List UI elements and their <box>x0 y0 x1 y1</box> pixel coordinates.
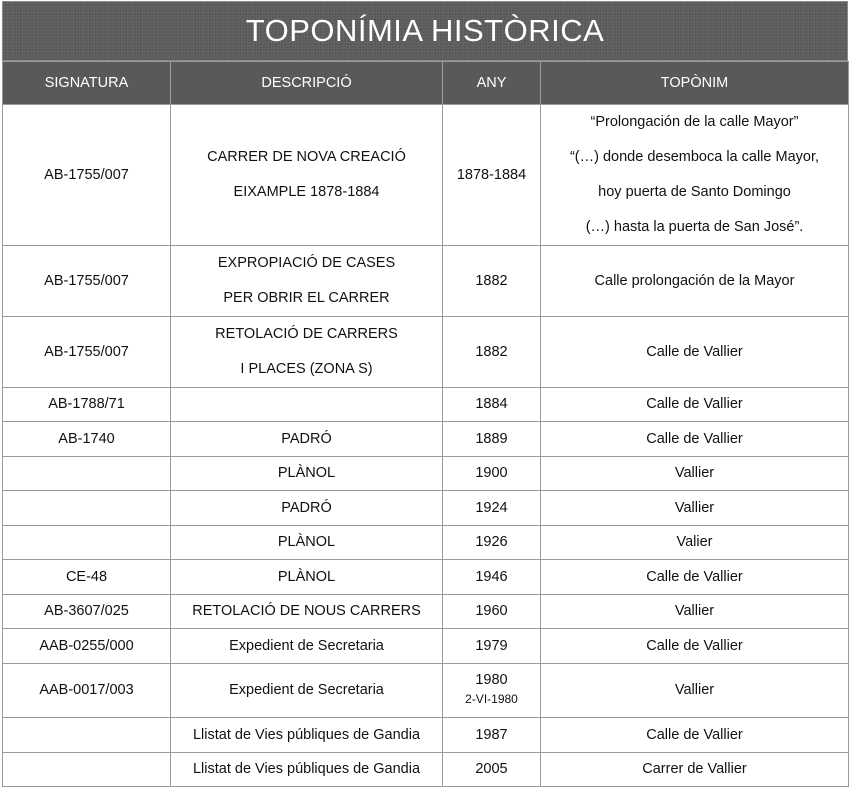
cell-line: PLÀNOL <box>277 534 336 550</box>
cell-signatura: AB-3607/025 <box>3 595 171 629</box>
cell-toponim <box>541 317 849 388</box>
cell-toponim <box>541 629 849 664</box>
cell-line: EXPROPIACIÓ DE CASES <box>217 255 396 271</box>
cell-line: Vallier <box>674 465 715 481</box>
cell-any-value: 1889 <box>475 430 508 447</box>
cell-descripcio <box>171 629 443 664</box>
cell-any-value: 1946 <box>475 568 508 585</box>
cell-toponim <box>541 560 849 595</box>
cell-descripcio <box>171 105 443 246</box>
toponymy-table <box>2 61 849 787</box>
cell-line: RETOLACIÓ DE CARRERS <box>215 326 398 342</box>
cell-line: Vallier <box>674 499 715 516</box>
table-row <box>3 595 849 629</box>
table-row <box>3 246 849 317</box>
cell-any <box>443 388 541 422</box>
cell-any <box>443 526 541 560</box>
cell-signatura: AAB-0255/000 <box>3 629 171 664</box>
cell-descripcio <box>171 526 443 560</box>
table-row <box>3 457 849 491</box>
cell-signatura <box>3 491 171 526</box>
cell-line: Valier <box>676 534 713 550</box>
cell-line: PLÀNOL <box>277 465 336 481</box>
cell-line: Calle de Vallier <box>646 396 743 412</box>
cell-line: PLÀNOL <box>277 568 336 585</box>
cell-signatura: AB-1755/007 <box>3 105 171 246</box>
cell-any <box>443 457 541 491</box>
cell-any <box>443 105 541 246</box>
table-row <box>3 526 849 560</box>
table-row <box>3 317 849 388</box>
cell-toponim <box>541 664 849 718</box>
cell-line: I PLACES (ZONA S) <box>240 361 373 377</box>
cell-line: “Prolongación de la calle Mayor” <box>590 114 799 130</box>
cell-signatura: AB-1755/007 <box>3 317 171 388</box>
cell-any-value: 1882 <box>475 272 508 289</box>
cell-any-value: 1987 <box>475 726 508 743</box>
cell-any-value: 2005 <box>475 761 508 777</box>
table-row <box>3 560 849 595</box>
cell-line: PADRÓ <box>281 499 332 516</box>
cell-signatura: AB-1788/71 <box>3 388 171 422</box>
cell-any-value: 1900 <box>475 465 508 481</box>
cell-signatura: AAB-0017/003 <box>3 664 171 718</box>
cell-line: CARRER DE NOVA CREACIÓ <box>207 149 406 165</box>
cell-line: Calle de Vallier <box>646 430 743 447</box>
cell-line: Llistat de Vies públiques de Gandia <box>192 726 421 743</box>
cell-toponim <box>541 526 849 560</box>
table-body <box>3 105 849 787</box>
toponymy-table-container <box>2 1 848 787</box>
cell-line: Vallier <box>674 603 715 619</box>
table-row <box>3 664 849 718</box>
cell-line: RETOLACIÓ DE NOUS CARRERS <box>192 603 421 619</box>
cell-line: Calle de Vallier <box>646 726 743 743</box>
header-signatura: SIGNATURA <box>3 62 171 105</box>
table-row <box>3 753 849 787</box>
cell-any <box>443 422 541 457</box>
cell-signatura: AB-1740 <box>3 422 171 457</box>
cell-descripcio <box>171 388 443 422</box>
cell-line: Llistat de Vies públiques de Gandia <box>192 761 421 777</box>
table-title: TOPONÍMIA HISTÒRICA <box>2 1 848 61</box>
cell-line: Calle prolongación de la Mayor <box>594 272 795 289</box>
cell-any-value: 1878-1884 <box>456 166 527 183</box>
table-row <box>3 422 849 457</box>
cell-any-value: 1980 <box>475 672 508 688</box>
table-row <box>3 388 849 422</box>
cell-descripcio <box>171 317 443 388</box>
cell-line: Vallier <box>674 682 715 698</box>
cell-any-value: 1960 <box>475 603 508 619</box>
cell-descripcio <box>171 560 443 595</box>
cell-signatura <box>3 457 171 491</box>
cell-any <box>443 246 541 317</box>
cell-signatura <box>3 718 171 753</box>
cell-any-value: 1926 <box>475 534 508 550</box>
header-toponim: TOPÒNIM <box>541 62 849 105</box>
table-row <box>3 629 849 664</box>
cell-descripcio <box>171 457 443 491</box>
cell-toponim <box>541 457 849 491</box>
cell-descripcio <box>171 753 443 787</box>
cell-descripcio <box>171 664 443 718</box>
cell-line: Expedient de Secretaria <box>229 682 384 698</box>
cell-line: Calle de Vallier <box>646 343 743 360</box>
cell-toponim <box>541 595 849 629</box>
cell-signatura: AB-1755/007 <box>3 246 171 317</box>
cell-any <box>443 664 541 718</box>
cell-signatura <box>3 526 171 560</box>
cell-any <box>443 718 541 753</box>
cell-any-value: 1884 <box>475 396 508 412</box>
header-descripcio: DESCRIPCIÓ <box>171 62 443 105</box>
cell-any <box>443 560 541 595</box>
cell-any <box>443 595 541 629</box>
cell-toponim <box>541 422 849 457</box>
cell-line: hoy puerta de Santo Domingo <box>598 184 791 200</box>
cell-any-value: 1924 <box>475 499 508 516</box>
cell-line: Expedient de Secretaria <box>229 637 384 654</box>
cell-line: Calle de Vallier <box>646 637 743 654</box>
header-any: ANY <box>443 62 541 105</box>
cell-line: (…) hasta la puerta de San José”. <box>585 219 804 235</box>
cell-any-value: 1882 <box>475 343 508 360</box>
cell-toponim <box>541 491 849 526</box>
cell-descripcio <box>171 718 443 753</box>
header-row <box>3 62 849 105</box>
cell-any <box>443 629 541 664</box>
cell-toponim <box>541 753 849 787</box>
cell-signatura <box>3 753 171 787</box>
cell-toponim <box>541 246 849 317</box>
cell-signatura: CE-48 <box>3 560 171 595</box>
cell-descripcio <box>171 422 443 457</box>
table-row <box>3 491 849 526</box>
cell-any-subdate: 2-VI-1980 <box>465 692 518 706</box>
cell-line: EIXAMPLE 1878-1884 <box>233 184 380 200</box>
cell-toponim <box>541 388 849 422</box>
cell-line: “(…) donde desemboca la calle Mayor, <box>569 149 820 165</box>
cell-line: PER OBRIR EL CARRER <box>223 290 390 306</box>
cell-line: Carrer de Vallier <box>642 761 747 777</box>
cell-toponim <box>541 718 849 753</box>
cell-descripcio <box>171 246 443 317</box>
table-row <box>3 718 849 753</box>
cell-any <box>443 317 541 388</box>
cell-any <box>443 491 541 526</box>
cell-toponim <box>541 105 849 246</box>
cell-line: Calle de Vallier <box>646 568 743 585</box>
cell-descripcio <box>171 491 443 526</box>
cell-any <box>443 753 541 787</box>
cell-line: PADRÓ <box>281 430 332 447</box>
cell-any-value: 1979 <box>475 637 508 654</box>
table-row <box>3 105 849 246</box>
cell-descripcio <box>171 595 443 629</box>
